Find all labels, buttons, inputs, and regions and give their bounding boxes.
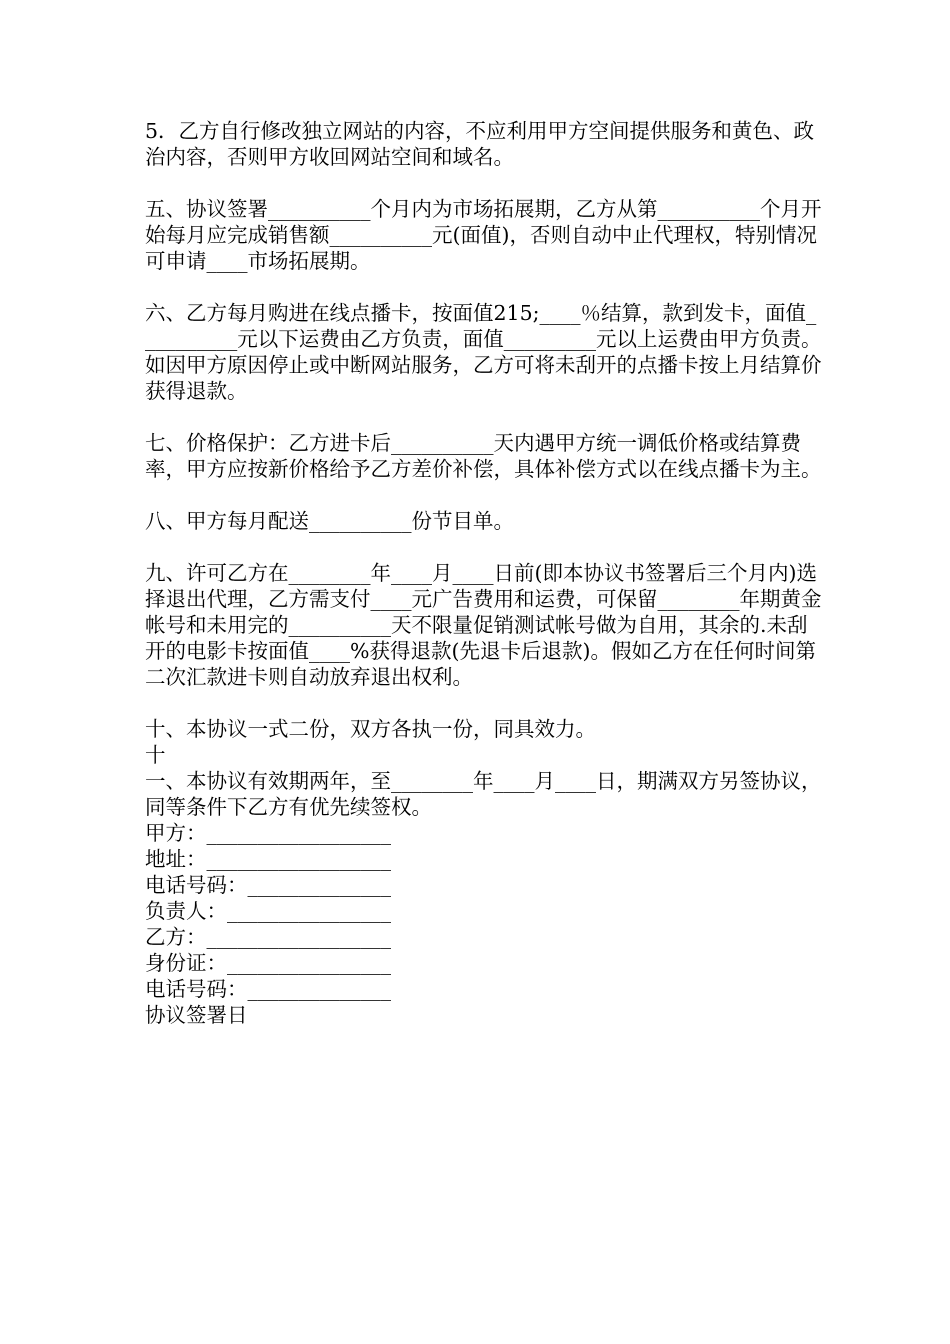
clause-5: 5．乙方自行修改独立网站的内容，不应利用甲方空间提供服务和黄色、政治内容，否则甲方收回网站空间和域名。 [145,119,815,169]
clause-six-purchase: 六、乙方每月购进在线点播卡，按面值215;____％结算，款到发卡，面值__________元以下运费由乙方负责，面值_________元以上运费由甲方负责。如因甲方原因停止或中断网站服务，乙方可将未刮开的点播卡按上月结算价获得退款。 [145,301,822,403]
clause-nine-withdrawal: 九、许可乙方在________年____月____日前(即本协议书签署后三个月内)选择退出代理，乙方需支付____元广告费用和运费，可保留________年期黄金帐号和未用完的__________天不限量促销测试帐号做为自用，其余的.未刮开的电影卡按面值____%获得退款(先退卡后退款)。假如乙方在任何时间第二次汇款进卡则自动放弃退出权利。 [145,561,822,689]
clause-ten-copies: 十、本协议一式二份，双方各执一份，同具效力。 [145,717,596,741]
party-a-field: 甲方：__________________ [145,821,391,845]
phone-b-field: 电话号码：______________ [145,977,391,1001]
address-field: 地址：__________________ [145,847,391,871]
person-in-charge-field: 负责人：________________ [145,899,391,923]
clause-seven-price-protection: 七、价格保护：乙方进卡后__________天内遇甲方统一调低价格或结算费率，甲方应按新价格给予乙方差价补偿，具体补偿方式以在线点播卡为主。 [145,431,822,481]
document-body [145,118,825,1028]
phone-a-field: 电话号码：______________ [145,873,391,897]
party-b-field: 乙方：__________________ [145,925,391,949]
clause-eight-program-list: 八、甲方每月配送__________份节目单。 [145,509,514,533]
clause-eleven-validity: 一、本协议有效期两年，至________年____月____日，期满双方另签协议，同等条件下乙方有优先续签权。 [145,769,822,819]
id-card-field: 身份证：________________ [145,951,391,975]
clause-eleven-heading: 十 [145,743,166,767]
sign-date-field: 协议签署日 [145,1003,248,1027]
signature-block [145,820,825,1028]
clause-five-market-period: 五、协议签署__________个月内为市场拓展期，乙方从第__________个月开始每月应完成销售额__________元(面值)，否则自动中止代理权，特别情况可申请____市场拓展期。 [145,197,822,273]
